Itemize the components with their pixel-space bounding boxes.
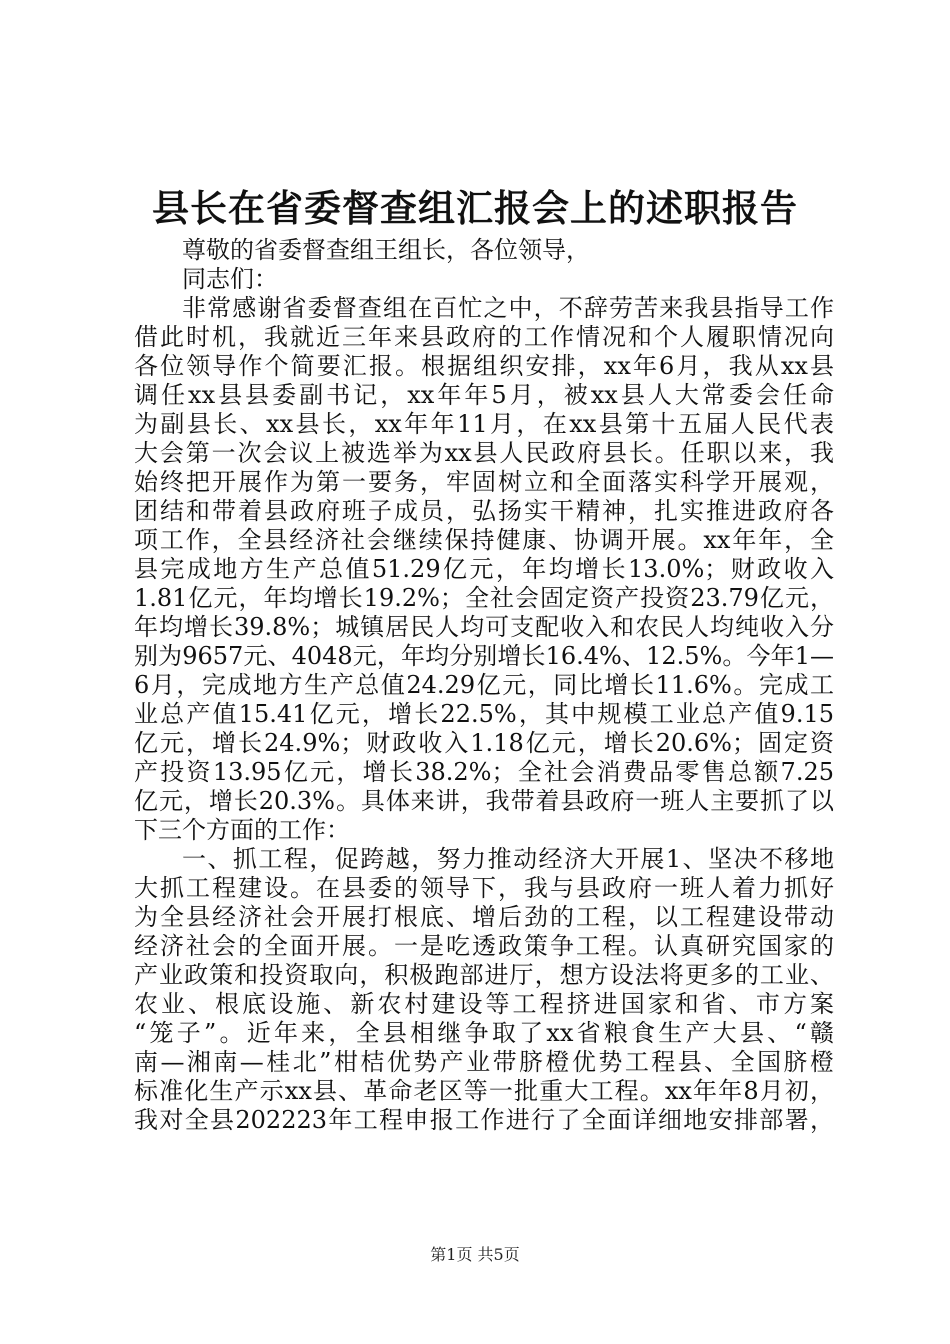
body-line: 我对全县202223年工程申报工作进行了全面详细地安排部署， — [134, 1106, 834, 1134]
body-line: 南—湘南—桂北”柑桔优势产业带脐橙优势工程县、全国脐橙 — [134, 1048, 834, 1076]
body-line: 6月，完成地方生产总值24.29亿元，同比增长11.6%。完成工 — [134, 671, 834, 699]
body-line: 年均增长39.8%；城镇居民人均可支配收入和农民人均纯收入分 — [134, 613, 834, 641]
body-line: 项工作，全县经济社会继续保持健康、协调开展。xx年年，全 — [134, 526, 834, 554]
body-line: 产投资13.95亿元，增长38.2%；全社会消费品零售总额7.25 — [134, 758, 834, 786]
body-line: 借此时机，我就近三年来县政府的工作情况和个人履职情况向 — [134, 323, 834, 351]
body-line: 亿元，增长24.9%；财政收入1.18亿元，增长20.6%；固定资 — [134, 729, 834, 757]
body-line: 团结和带着县政府班子成员，弘扬实干精神，扎实推进政府各 — [134, 497, 834, 525]
body-line: 标准化生产示xx县、革命老区等一批重大工程。xx年年8月初， — [134, 1077, 834, 1105]
body-line: 县完成地方生产总值51.29亿元，年均增长13.0%；财政收入 — [134, 555, 834, 583]
body-line: 为全县经济社会开展打根底、增后劲的工程，以工程建设带动 — [134, 903, 834, 931]
body-line: 经济社会的全面开展。一是吃透政策争工程。认真研究国家的 — [134, 932, 834, 960]
body-line: 一、抓工程，促跨越，努力推动经济大开展1、坚决不移地 — [182, 845, 834, 873]
body-line: 产业政策和投资取向，积极跑部进厅，想方设法将更多的工业、 — [134, 961, 834, 989]
document-title: 县长在省委督查组汇报会上的述职报告 — [152, 186, 798, 230]
body-line: 为副县长、xx县长，xx年年11月，在xx县第十五届人民代表 — [134, 410, 834, 438]
body-line: 同志们： — [182, 265, 278, 293]
body-line: 别为9657元、4048元，年均分别增长16.4%、12.5%。今年1— — [134, 642, 834, 670]
body-line: 亿元，增长20.3%。具体来讲，我带着县政府一班人主要抓了以 — [134, 787, 834, 815]
document-body — [134, 236, 834, 1135]
body-line: 大抓工程建设。在县委的领导下，我与县政府一班人着力抓好 — [134, 874, 834, 902]
body-line: 各位领导作个简要汇报。根据组织安排，xx年6月，我从xx县 — [134, 352, 834, 380]
body-line: 非常感谢省委督查组在百忙之中，不辞劳苦来我县指导工作 — [182, 294, 834, 322]
body-line: 尊敬的省委督查组王组长，各位领导， — [182, 236, 590, 264]
body-line: 1.81亿元，年均增长19.2%；全社会固定资产投资23.79亿元， — [134, 584, 834, 612]
body-line: 调任xx县县委副书记，xx年年5月，被xx县人大常委会任命 — [134, 381, 834, 409]
body-line: 农业、根底设施、新农村建设等工程挤进国家和省、市方案 — [134, 990, 834, 1018]
body-line: 下三个方面的工作： — [134, 816, 350, 844]
page-footer: 第1页 共5页 — [430, 1245, 520, 1264]
body-line: 业总产值15.41亿元，增长22.5%，其中规模工业总产值9.15 — [134, 700, 834, 728]
body-line: 大会第一次会议上被选举为xx县人民政府县长。任职以来，我 — [134, 439, 834, 467]
body-line: 始终把开展作为第一要务，牢固树立和全面落实科学开展观， — [134, 468, 834, 496]
body-line: “笼子”。近年来，全县相继争取了xx省粮食生产大县、“赣 — [134, 1019, 834, 1047]
